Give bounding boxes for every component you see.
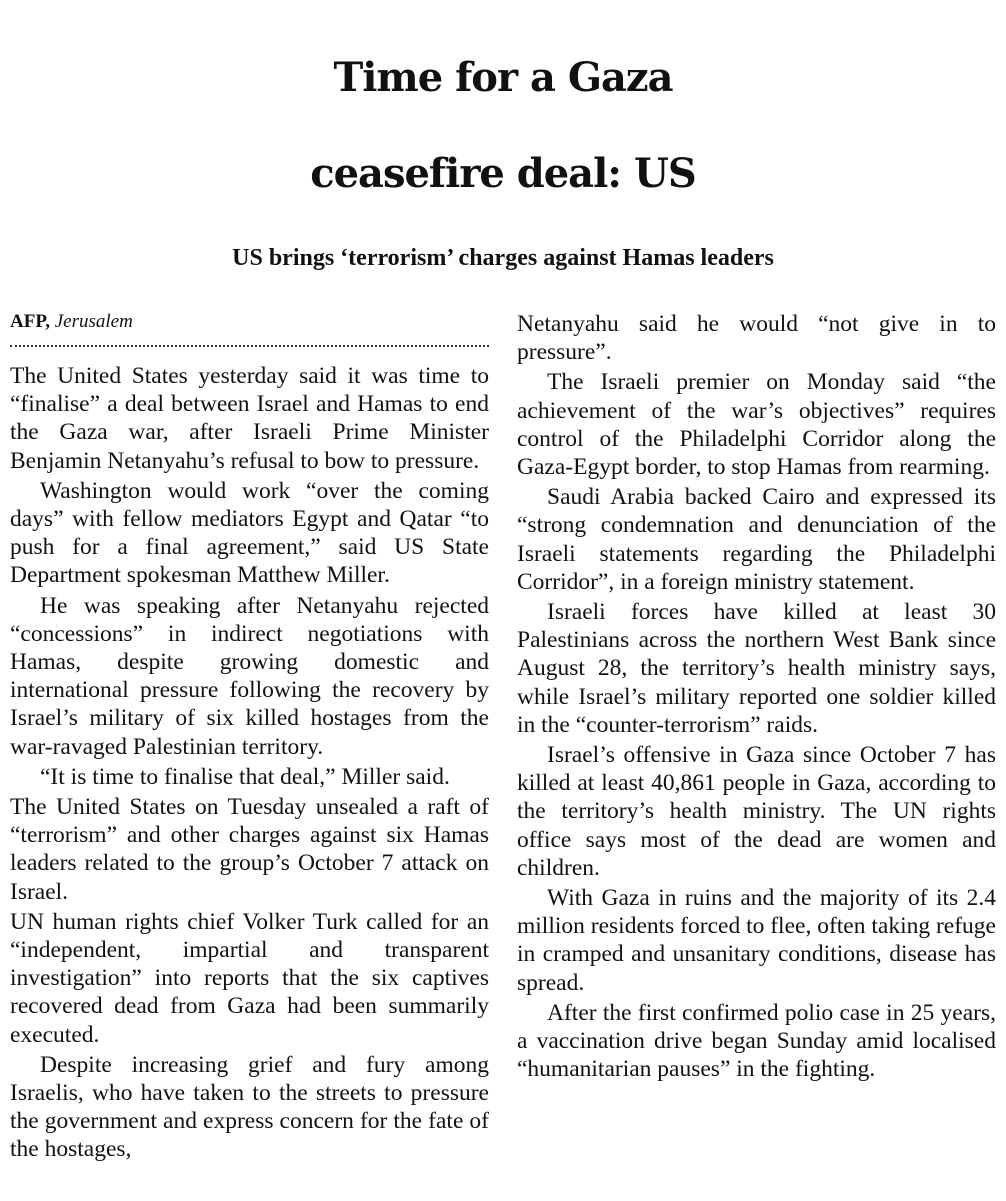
byline-agency: AFP, [10,311,50,332]
byline-divider [10,345,489,347]
paragraph: After the first confirmed polio case in 25 years, a vaccination drive began Sunday amid localised “humanitarian pauses” in the fighting. [517,999,996,1083]
paragraph: The United States yesterday said it was time to “finalise” a deal between Israel and Hamas to end the Gaza war, after Israeli Prime Minister Benjamin Netanyahu’s refusal to bow to pressure. [10,363,489,474]
byline [10,310,133,334]
paragraph: Saudi Arabia backed Cairo and expressed its “strong condemnation and denunciation of the Israeli statements regarding the Philadelphi Corridor”, in a foreign ministry statement. [517,484,996,595]
paragraph: Despite increasing grief and fury among Israelis, who have taken to the streets to pressure the government and express concern for the fate of the hostages, [10,1051,489,1163]
article-column-left [10,362,489,1166]
paragraph: “It is time to finalise that deal,” Miller said. [40,763,450,790]
paragraph: Israel’s offensive in Gaza since October 7 has killed at least 40,861 people in Gaza, according to the territory’s health ministry. The UN rights office says most of the dead are women and children. [517,742,996,881]
subheadline: US brings ‘terrorism’ charges against Hamas leaders [232,245,774,271]
paragraph: UN human rights chief Volker Turk called for an “independent, impartial and transparent investigation” into reports that the six captives recovered dead from Gaza had been summarily executed. [10,908,489,1048]
headline-line-1: Time for a Gaza [333,54,673,101]
paragraph: The United States on Tuesday unsealed a raft of “terrorism” and other charges against six Hamas leaders related to the group’s October 7 attack on Israel. [10,794,489,905]
paragraph: The Israeli premier on Monday said “the achievement of the war’s objectives” requires control of the Philadelphi Corridor along the Gaza-Egypt border, to stop Hamas from rearming. [517,369,996,481]
paragraph: Netanyahu said he would “not give in to pressure”. [517,311,996,366]
paragraph: He was speaking after Netanyahu rejected “concessions” in indirect negotiations with Hamas, despite growing domestic and international pressure following the recovery by Israel’s military of six killed hostages from the war-ravaged Palestinian territory. [10,592,489,760]
article-column-right [517,310,996,1085]
paragraph: Israeli forces have killed at least 30 Palestinians across the northern West Bank since August 28, the territory’s health ministry says, while Israel’s military reported one soldier killed in the “counter-terrorism” raids. [517,599,996,738]
byline-place: Jerusalem [54,311,133,332]
headline-line-2: ceasefire deal: US [310,150,696,197]
paragraph: With Gaza in ruins and the majority of its 2.4 million residents forced to flee, often taking refuge in cramped and unsanitary conditions, disease has spread. [517,885,996,996]
paragraph: Washington would work “over the coming days” with fellow mediators Egypt and Qatar “to push for a final agreement,” said US State Department spokesman Matthew Miller. [10,477,489,589]
